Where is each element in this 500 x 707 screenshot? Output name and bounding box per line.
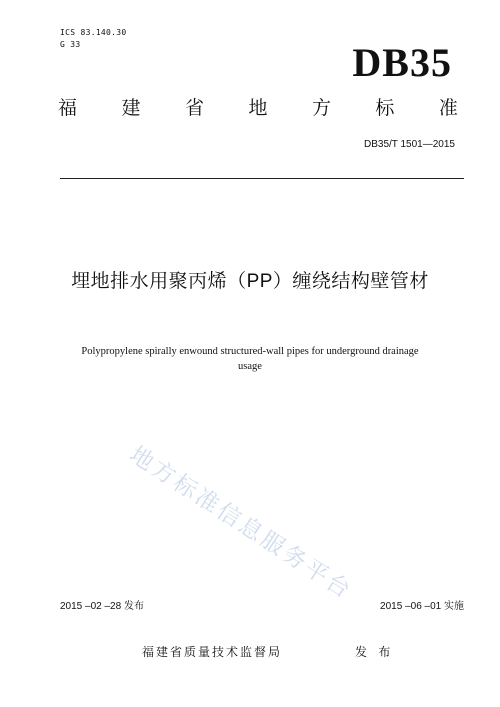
db-code-logo: DB35 [352, 40, 452, 85]
standard-type-char: 福 [58, 98, 78, 119]
standard-type-char: 建 [121, 98, 141, 119]
ccs-code: G 33 [60, 40, 81, 49]
title-english-line: usage [238, 361, 262, 372]
title-chinese: 埋地排水用聚丙烯（PP）缠绕结构壁管材 [71, 271, 429, 292]
ics-code: ICS 83.140.30 [60, 28, 127, 37]
issue-date: 2015 –02 –28 发布 [60, 601, 144, 612]
publish-label: 发 布 [355, 645, 395, 659]
standard-type-char: 标 [375, 98, 395, 119]
standard-type-char: 方 [311, 98, 331, 119]
standard-number: DB35/T 1501—2015 [364, 139, 455, 150]
issuing-authority: 福建省质量技术监督局 [142, 645, 283, 659]
watermark-text: 地方标准信息服务平台 [125, 440, 358, 605]
standard-type-char: 省 [184, 98, 204, 119]
header-divider [60, 178, 464, 179]
standard-type-char: 地 [248, 98, 268, 119]
standard-type-char: 准 [438, 98, 458, 119]
title-english-line: Polypropylene spirally enwound structured-wall pipes for underground drainage [81, 346, 419, 357]
standard-type-label [58, 97, 458, 121]
implementation-date: 2015 –06 –01 实施 [380, 601, 464, 612]
title-english [50, 344, 450, 374]
